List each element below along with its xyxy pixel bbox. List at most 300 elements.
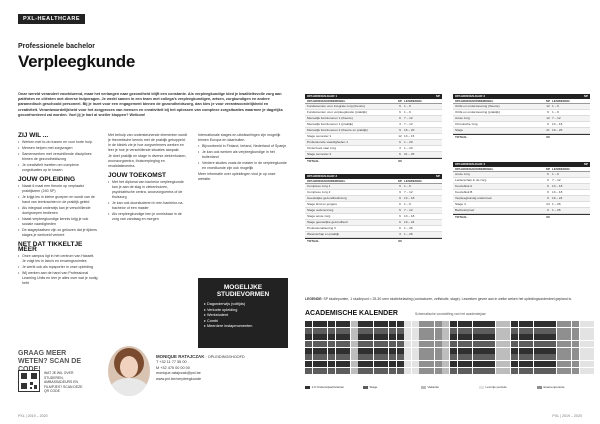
extra-list bbox=[18, 254, 98, 286]
calendar-cell bbox=[351, 368, 358, 374]
list-item: ▸ Dagonderwijs (voltijds) bbox=[204, 302, 282, 308]
calendar-cell bbox=[374, 354, 381, 360]
course-weeks: 1 – 26 bbox=[404, 232, 413, 237]
calendar-cell bbox=[526, 368, 533, 374]
list-item: ▸ Werkstudent bbox=[204, 313, 282, 319]
study-forms-title: MOGELIJKE STUDIEVORMEN bbox=[216, 284, 270, 298]
calendar-cell bbox=[336, 354, 343, 360]
course-name: Keuzeblok B bbox=[455, 190, 473, 195]
table-total bbox=[305, 158, 442, 163]
table-body bbox=[453, 172, 590, 214]
course-sp: 6 bbox=[399, 110, 401, 115]
calendar-cell bbox=[328, 334, 335, 340]
contact-mobile[interactable]: M +32 475 00 00 00 bbox=[156, 365, 190, 370]
course-weeks: 19 – 24 bbox=[552, 196, 563, 201]
calendar-cell bbox=[374, 341, 381, 347]
calendar-cell bbox=[435, 348, 442, 354]
table-body bbox=[305, 104, 442, 158]
calendar-cell bbox=[511, 341, 518, 347]
calendar-cell bbox=[557, 354, 564, 360]
section-heading: ZIJ WIL ... bbox=[18, 132, 49, 139]
calendar-row bbox=[305, 341, 595, 347]
calendar-cell bbox=[541, 334, 548, 340]
paragraph: Je doet praktijk en stage in diverse ziekenhuizen, woonzorgcentra, thuisverpleging en revalidatiecentra. bbox=[108, 154, 187, 168]
calendar-cell bbox=[366, 321, 373, 327]
legend-swatch bbox=[479, 386, 484, 389]
calendar-cell bbox=[404, 321, 411, 327]
calendar-cell bbox=[343, 321, 350, 327]
calendar-cell bbox=[557, 341, 564, 347]
course-sp: 6 bbox=[547, 178, 549, 183]
calendar-cell bbox=[404, 354, 411, 360]
course-weeks: 16 – 20 bbox=[404, 128, 415, 133]
international-list bbox=[198, 144, 288, 171]
calendar-cell bbox=[526, 348, 533, 354]
calendar-cell bbox=[503, 321, 510, 327]
calendar-cell bbox=[496, 368, 503, 374]
course-name: Keuzeblok A bbox=[455, 184, 473, 189]
calendar-cell bbox=[564, 328, 571, 334]
calendar-cell bbox=[572, 321, 579, 327]
intro-paragraph: Onze wereld verandert voortdurend, maar het verlangen naar gezondheid blijft een constante. Als verpleegkundige bied je kwaliteitsvolle zorg aan patiënten en cliënten met diverse hulpvragen. Je werkt samen in een team met collega's verpleegkundigen, artsen, zorgkundigen en andere paramedisch geschoold personeel. Bij je inzet voor een engagement binnen de gezondheidszorg, dan kies je voor verantwoordelijkheid en creativiteit. Verantwoordelijkheid voor het zorgproces van mensen en creativiteit bij het oplossen van complexe zorgsituaties waarmee je dagelijks geconfronteerd zal worden. Voel jij je hart al sneller kloppen? Welkom! bbox=[18, 92, 283, 117]
calendar-cell bbox=[351, 361, 358, 367]
calendar-cell bbox=[435, 368, 442, 374]
calendar-cell bbox=[381, 328, 388, 334]
course-name: Professionalisering 3 bbox=[307, 226, 336, 231]
calendar-cell bbox=[343, 334, 350, 340]
course-weeks: 1 – 6 bbox=[552, 172, 559, 177]
calendar-cell bbox=[580, 348, 587, 354]
calendar-cell bbox=[404, 361, 411, 367]
calendar-cell bbox=[480, 348, 487, 354]
course-sp: 6 bbox=[399, 208, 401, 213]
calendar-cell bbox=[488, 348, 495, 354]
table-total bbox=[453, 214, 590, 219]
course-sp: 12 bbox=[546, 116, 550, 121]
course-name: Acute zorg bbox=[455, 172, 470, 177]
course-name: Fundamenten voor verpleegkunde (praktijk) bbox=[307, 110, 367, 115]
course-name: Bachelorproef bbox=[455, 208, 475, 213]
calendar-cell bbox=[427, 361, 434, 367]
calendar-cell bbox=[397, 334, 404, 340]
course-sp: 9 bbox=[399, 184, 401, 189]
calendar-cell bbox=[427, 334, 434, 340]
calendar-cell bbox=[473, 368, 480, 374]
calendar-cell bbox=[549, 368, 556, 374]
benefits-list bbox=[18, 140, 98, 173]
calendar-cell bbox=[458, 361, 465, 367]
calendar-cell bbox=[587, 368, 594, 374]
calendar-row bbox=[305, 321, 595, 327]
calendar-cell bbox=[435, 341, 442, 347]
list-item: • Je creativiteit inzetten om complexe zorgsituaties op te lossen bbox=[18, 163, 98, 173]
calendar-cell bbox=[549, 334, 556, 340]
calendar-cell bbox=[519, 321, 526, 327]
calendar-cell bbox=[419, 348, 426, 354]
calendar-cell bbox=[397, 341, 404, 347]
calendar-cell bbox=[572, 334, 579, 340]
calendar-cell bbox=[381, 361, 388, 367]
total-label: TOTAAL bbox=[307, 158, 320, 163]
calendar-cell bbox=[526, 361, 533, 367]
calendar-cell bbox=[564, 341, 571, 347]
total-label: TOTAAL bbox=[307, 238, 320, 243]
calendar-cell bbox=[404, 368, 411, 374]
course-sp: 21 bbox=[546, 128, 550, 133]
course-weeks: 13 – 18 bbox=[404, 214, 415, 219]
calendar-cell bbox=[442, 361, 449, 367]
col-header: LESWEKEN bbox=[552, 166, 570, 171]
legend-item bbox=[363, 385, 421, 389]
calendar-cell bbox=[458, 341, 465, 347]
calendar-cell bbox=[328, 361, 335, 367]
calendar-cell bbox=[473, 321, 480, 327]
calendar-cell bbox=[519, 361, 526, 367]
calendar-cell bbox=[519, 328, 526, 334]
calendar-cell bbox=[320, 354, 327, 360]
calendar-cell bbox=[412, 341, 419, 347]
col-header: LESWEKEN bbox=[552, 98, 570, 103]
calendar-cell bbox=[442, 368, 449, 374]
list-item: • Werken met to-do tussen en voor korte hulp. bbox=[18, 140, 98, 145]
course-weeks: 1 – 26 bbox=[552, 202, 561, 207]
course-name: Onderzoek naar zorg bbox=[307, 146, 337, 151]
calendar-cell bbox=[412, 361, 419, 367]
list-item: • Mensen helpen met zorgvragen bbox=[18, 146, 98, 151]
course-weeks: 7 – 12 bbox=[404, 208, 413, 213]
calendar-cell bbox=[313, 348, 320, 354]
page-title: Verpleegkunde bbox=[18, 52, 136, 71]
calendar-cell bbox=[343, 348, 350, 354]
calendar-cell bbox=[488, 328, 495, 334]
calendar-cell bbox=[343, 361, 350, 367]
calendar-cell bbox=[435, 354, 442, 360]
curriculum-table-year-2 bbox=[453, 94, 590, 139]
calendar-cell bbox=[503, 334, 510, 340]
course-sp: 9 bbox=[399, 190, 401, 195]
calendar-cell bbox=[412, 321, 419, 327]
calendar-cell bbox=[458, 334, 465, 340]
section-heading: NET DAT TIKKELTJE MEER bbox=[18, 241, 83, 253]
calendar-cell bbox=[503, 361, 510, 367]
calendar-cell bbox=[358, 368, 365, 374]
calendar-cell bbox=[541, 321, 548, 327]
calendar-cell bbox=[572, 328, 579, 334]
course-weeks: 1 – 6 bbox=[404, 184, 411, 189]
legend-label: Examenperiode bbox=[543, 385, 565, 389]
course-name: Chronische zorg bbox=[455, 122, 478, 127]
calendar-cell bbox=[480, 341, 487, 347]
list-item: ▸ Meerdere instapmomenten bbox=[204, 324, 282, 330]
legend-swatch bbox=[421, 386, 426, 389]
contact-email[interactable]: monique.ratajczak@pxl.be bbox=[156, 371, 201, 376]
calendar-cell bbox=[465, 348, 472, 354]
calendar-cell bbox=[541, 341, 548, 347]
calendar-cell bbox=[580, 341, 587, 347]
calendar-cell bbox=[404, 341, 411, 347]
calendar-cell bbox=[496, 348, 503, 354]
table-title: OPLEIDINGSJAAR 2 bbox=[455, 94, 486, 99]
calendar-cell bbox=[381, 334, 388, 340]
calendar-cell bbox=[328, 321, 335, 327]
calendar-cell bbox=[572, 368, 579, 374]
toekomst-list bbox=[108, 180, 188, 222]
calendar-cell bbox=[389, 321, 396, 327]
calendar-cell bbox=[480, 368, 487, 374]
calendar-cell bbox=[458, 348, 465, 354]
course-weeks: 7 – 12 bbox=[404, 190, 413, 195]
calendar-cell bbox=[488, 368, 495, 374]
calendar-cell bbox=[366, 334, 373, 340]
calendar-cell bbox=[351, 348, 358, 354]
paragraph: Meer informatie over opleidingen vind je op onze website. bbox=[198, 172, 276, 181]
calendar-cell bbox=[427, 341, 434, 347]
calendar-cell bbox=[511, 354, 518, 360]
course-sp: 6 bbox=[547, 196, 549, 201]
calendar-cell bbox=[419, 361, 426, 367]
table-total bbox=[305, 238, 442, 243]
calendar-cell bbox=[541, 354, 548, 360]
calendar-cell bbox=[511, 361, 518, 367]
footer: PXL | 2019 – 2020 bbox=[18, 414, 48, 418]
calendar-cell bbox=[336, 348, 343, 354]
calendar-cell bbox=[374, 348, 381, 354]
col-header: LESWEKEN bbox=[404, 178, 422, 183]
calendar-cell bbox=[587, 341, 594, 347]
calendar-cell bbox=[580, 321, 587, 327]
calendar-cell bbox=[389, 368, 396, 374]
course-sp: 6 bbox=[399, 220, 401, 225]
calendar-cell bbox=[313, 354, 320, 360]
course-weeks: 1 – 26 bbox=[552, 208, 561, 213]
course-name: Stage semester 2 bbox=[307, 152, 332, 157]
calendar-cell bbox=[320, 321, 327, 327]
calendar-cell bbox=[358, 321, 365, 327]
calendar-cell bbox=[366, 348, 373, 354]
calendar-cell bbox=[473, 328, 480, 334]
calendar-cell bbox=[496, 361, 503, 367]
calendar-cell bbox=[587, 361, 594, 367]
course-sp: 6 bbox=[399, 226, 401, 231]
total-value: 60 bbox=[546, 134, 550, 139]
calendar-cell bbox=[374, 321, 381, 327]
list-item: • De stageplaatsen zijn zo gekozen dat je tijdens stages je werkveld verkent bbox=[18, 228, 98, 238]
legend-swatch bbox=[305, 386, 310, 389]
table-title-sp: SP bbox=[435, 174, 440, 179]
qr-heading: GRAAG MEER WETEN? SCAN DE bbox=[18, 350, 81, 365]
calendar-cell bbox=[412, 354, 419, 360]
list-item: • Samenwerken met verschillende disciplines binnen de gezondheidszorg bbox=[18, 152, 98, 162]
page-subtitle: Professionele bachelor bbox=[18, 43, 96, 50]
contact-phone[interactable]: T +32 11 77 55 00 bbox=[156, 360, 187, 365]
calendar-cell bbox=[534, 348, 541, 354]
calendar-cell bbox=[442, 341, 449, 347]
list-item: • Wij werken aan de hand van Professional Learning Units en leer je alles over wat je nodig hebt bbox=[18, 271, 98, 286]
calendar-cell bbox=[580, 334, 587, 340]
calendar-cell bbox=[351, 328, 358, 334]
calendar-cell bbox=[496, 321, 503, 327]
calendar-cell bbox=[564, 348, 571, 354]
course-sp: 6 bbox=[547, 172, 549, 177]
calendar-cell bbox=[587, 321, 594, 327]
calendar-cell bbox=[564, 321, 571, 327]
calendar-cell bbox=[496, 328, 503, 334]
course-weeks: 1 – 6 bbox=[404, 110, 411, 115]
calendar-cell bbox=[450, 348, 457, 354]
study-forms-list bbox=[204, 302, 282, 330]
calendar-cell bbox=[305, 321, 312, 327]
calendar-cell bbox=[305, 328, 312, 334]
calendar-cell bbox=[534, 368, 541, 374]
course-sp: 9 bbox=[547, 122, 549, 127]
calendar-cell bbox=[328, 341, 335, 347]
calendar-cell bbox=[450, 321, 457, 327]
calendar-cell bbox=[343, 328, 350, 334]
calendar-cell bbox=[549, 321, 556, 327]
calendar-cell bbox=[412, 334, 419, 340]
calendar-cell bbox=[313, 368, 320, 374]
calendar-row bbox=[305, 348, 595, 354]
calendar-row bbox=[305, 368, 595, 374]
calendar-cell bbox=[358, 341, 365, 347]
calendar-row bbox=[305, 354, 595, 360]
calendar-cell bbox=[534, 354, 541, 360]
calendar-cell bbox=[381, 348, 388, 354]
calendar-cell bbox=[320, 368, 327, 374]
calendar-cell bbox=[526, 334, 533, 340]
section-heading: JOUW OPLEIDING bbox=[18, 176, 76, 183]
calendar-cell bbox=[374, 328, 381, 334]
legend-text bbox=[305, 297, 595, 301]
paragraph: Met behulp van ondersteunende elementen wordt je theoretische kennis met de praktijk gekoppeld. In de kliniek zie je hoe zorgverleners werken en leer je hoe je verschillende situaties aanpakt. bbox=[108, 133, 188, 152]
calendar-cell bbox=[427, 321, 434, 327]
course-name: ICCE en ondersteuning (praktijk) bbox=[455, 110, 500, 115]
total-value: 60 bbox=[398, 158, 402, 163]
calendar-cell bbox=[587, 354, 594, 360]
calendar-cell bbox=[358, 334, 365, 340]
calendar-cell bbox=[412, 348, 419, 354]
calendar-cell bbox=[404, 334, 411, 340]
calendar-cell bbox=[488, 341, 495, 347]
course-weeks: 1 – 20 bbox=[404, 140, 413, 145]
course-name: Complexe zorg 2 bbox=[307, 190, 331, 195]
course-weeks: 1 – 20 bbox=[404, 146, 413, 151]
calendar-cell bbox=[358, 361, 365, 367]
calendar-cell bbox=[572, 354, 579, 360]
calendar-cell bbox=[328, 354, 335, 360]
col-header: OPLEIDINGSONDERDEEL bbox=[455, 98, 494, 103]
calendar-cell bbox=[389, 354, 396, 360]
col-header: OPLEIDINGSONDERDEEL bbox=[307, 98, 346, 103]
calendar-cell bbox=[580, 361, 587, 367]
calendar-cell bbox=[480, 334, 487, 340]
calendar-cell bbox=[473, 354, 480, 360]
course-name: Fundamenten voor integrale zorg (theorie) bbox=[307, 104, 365, 109]
calendar-cell bbox=[351, 354, 358, 360]
calendar-cell bbox=[381, 321, 388, 327]
calendar-cell bbox=[458, 328, 465, 334]
list-item: • Naast verpleegkundige kennis krijg je ook sociale vaardigheden bbox=[18, 217, 98, 227]
list-item: ▸ Verkorte opleiding bbox=[204, 308, 282, 314]
course-sp: 6 bbox=[399, 214, 401, 219]
list-item: ▸ Combi bbox=[204, 319, 282, 325]
table-title-sp: SP bbox=[435, 94, 440, 99]
course-weeks: 1 – 6 bbox=[404, 104, 411, 109]
calendar-cell bbox=[511, 328, 518, 334]
opleiding-list bbox=[18, 184, 98, 238]
calendar-cell bbox=[526, 328, 533, 334]
calendar-cell bbox=[336, 361, 343, 367]
calendar-cell bbox=[305, 341, 312, 347]
calendar-cell bbox=[366, 328, 373, 334]
course-weeks: 13 – 18 bbox=[552, 184, 563, 189]
calendar-cell bbox=[305, 348, 312, 354]
calendar-cell bbox=[328, 328, 335, 334]
calendar-cell bbox=[519, 354, 526, 360]
calendar-cell bbox=[450, 368, 457, 374]
calendar-cell bbox=[488, 361, 495, 367]
calendar-cell bbox=[458, 321, 465, 327]
course-name: Stage semester 1 bbox=[307, 134, 332, 139]
calendar-cell bbox=[511, 348, 518, 354]
list-item: • Je kan ook doorstuderen in een bachelor-na-bachelor of een master bbox=[108, 201, 188, 211]
course-name: Geestelijke gezondheidszorg bbox=[307, 196, 347, 201]
course-weeks: 7 – 12 bbox=[552, 178, 561, 183]
qr-code-icon[interactable] bbox=[18, 370, 40, 392]
legend-body: SP studiepunten, 1 studiepunt = 25-30 uren studiebelasting (contacturen, zelfstudie, stage). Lesweken geven aan in welke weken het opleidingsonderdeel gepland is. bbox=[323, 297, 572, 301]
calendar-cell bbox=[389, 341, 396, 347]
calendar-cell bbox=[351, 334, 358, 340]
calendar-cell bbox=[442, 354, 449, 360]
course-name: Leiderschap in de zorg bbox=[455, 178, 487, 183]
curriculum-table-year-3 bbox=[305, 174, 442, 243]
calendar-cell bbox=[503, 354, 510, 360]
course-name: Stage 4 bbox=[455, 202, 466, 207]
calendar-cell bbox=[374, 361, 381, 367]
calendar-note: Schematische voorstelling van het academiejaar bbox=[415, 312, 486, 316]
legend-swatch bbox=[537, 386, 542, 389]
calendar-cell bbox=[442, 334, 449, 340]
calendar-cell bbox=[450, 361, 457, 367]
calendar-cell bbox=[496, 341, 503, 347]
course-sp: 3 bbox=[399, 122, 401, 127]
calendar-cell bbox=[450, 354, 457, 360]
calendar-cell bbox=[343, 354, 350, 360]
calendar-cell bbox=[336, 341, 343, 347]
course-sp: 3 bbox=[399, 146, 401, 151]
calendar-cell bbox=[488, 354, 495, 360]
table-total bbox=[453, 134, 590, 139]
calendar-cell bbox=[503, 328, 510, 334]
calendar-cell bbox=[488, 334, 495, 340]
calendar-cell bbox=[419, 354, 426, 360]
legend-item bbox=[537, 385, 595, 389]
calendar-cell bbox=[328, 348, 335, 354]
course-name: Stage geestelijke gezondheid bbox=[307, 220, 348, 225]
legend-item bbox=[421, 385, 479, 389]
calendar-row bbox=[305, 361, 595, 367]
contact-website[interactable]: www.pxl.be/verpleegkunde bbox=[156, 376, 202, 381]
table-title: OPLEIDINGSJAAR 3 bbox=[307, 174, 338, 179]
calendar-cell bbox=[366, 361, 373, 367]
calendar-cell bbox=[534, 361, 541, 367]
calendar-cell bbox=[358, 348, 365, 354]
course-weeks: 1 – 26 bbox=[404, 226, 413, 231]
course-name: Stage ouderenzorg bbox=[307, 208, 334, 213]
calendar-cell bbox=[580, 354, 587, 360]
calendar-cell bbox=[534, 321, 541, 327]
course-weeks: 13 – 18 bbox=[552, 122, 563, 127]
